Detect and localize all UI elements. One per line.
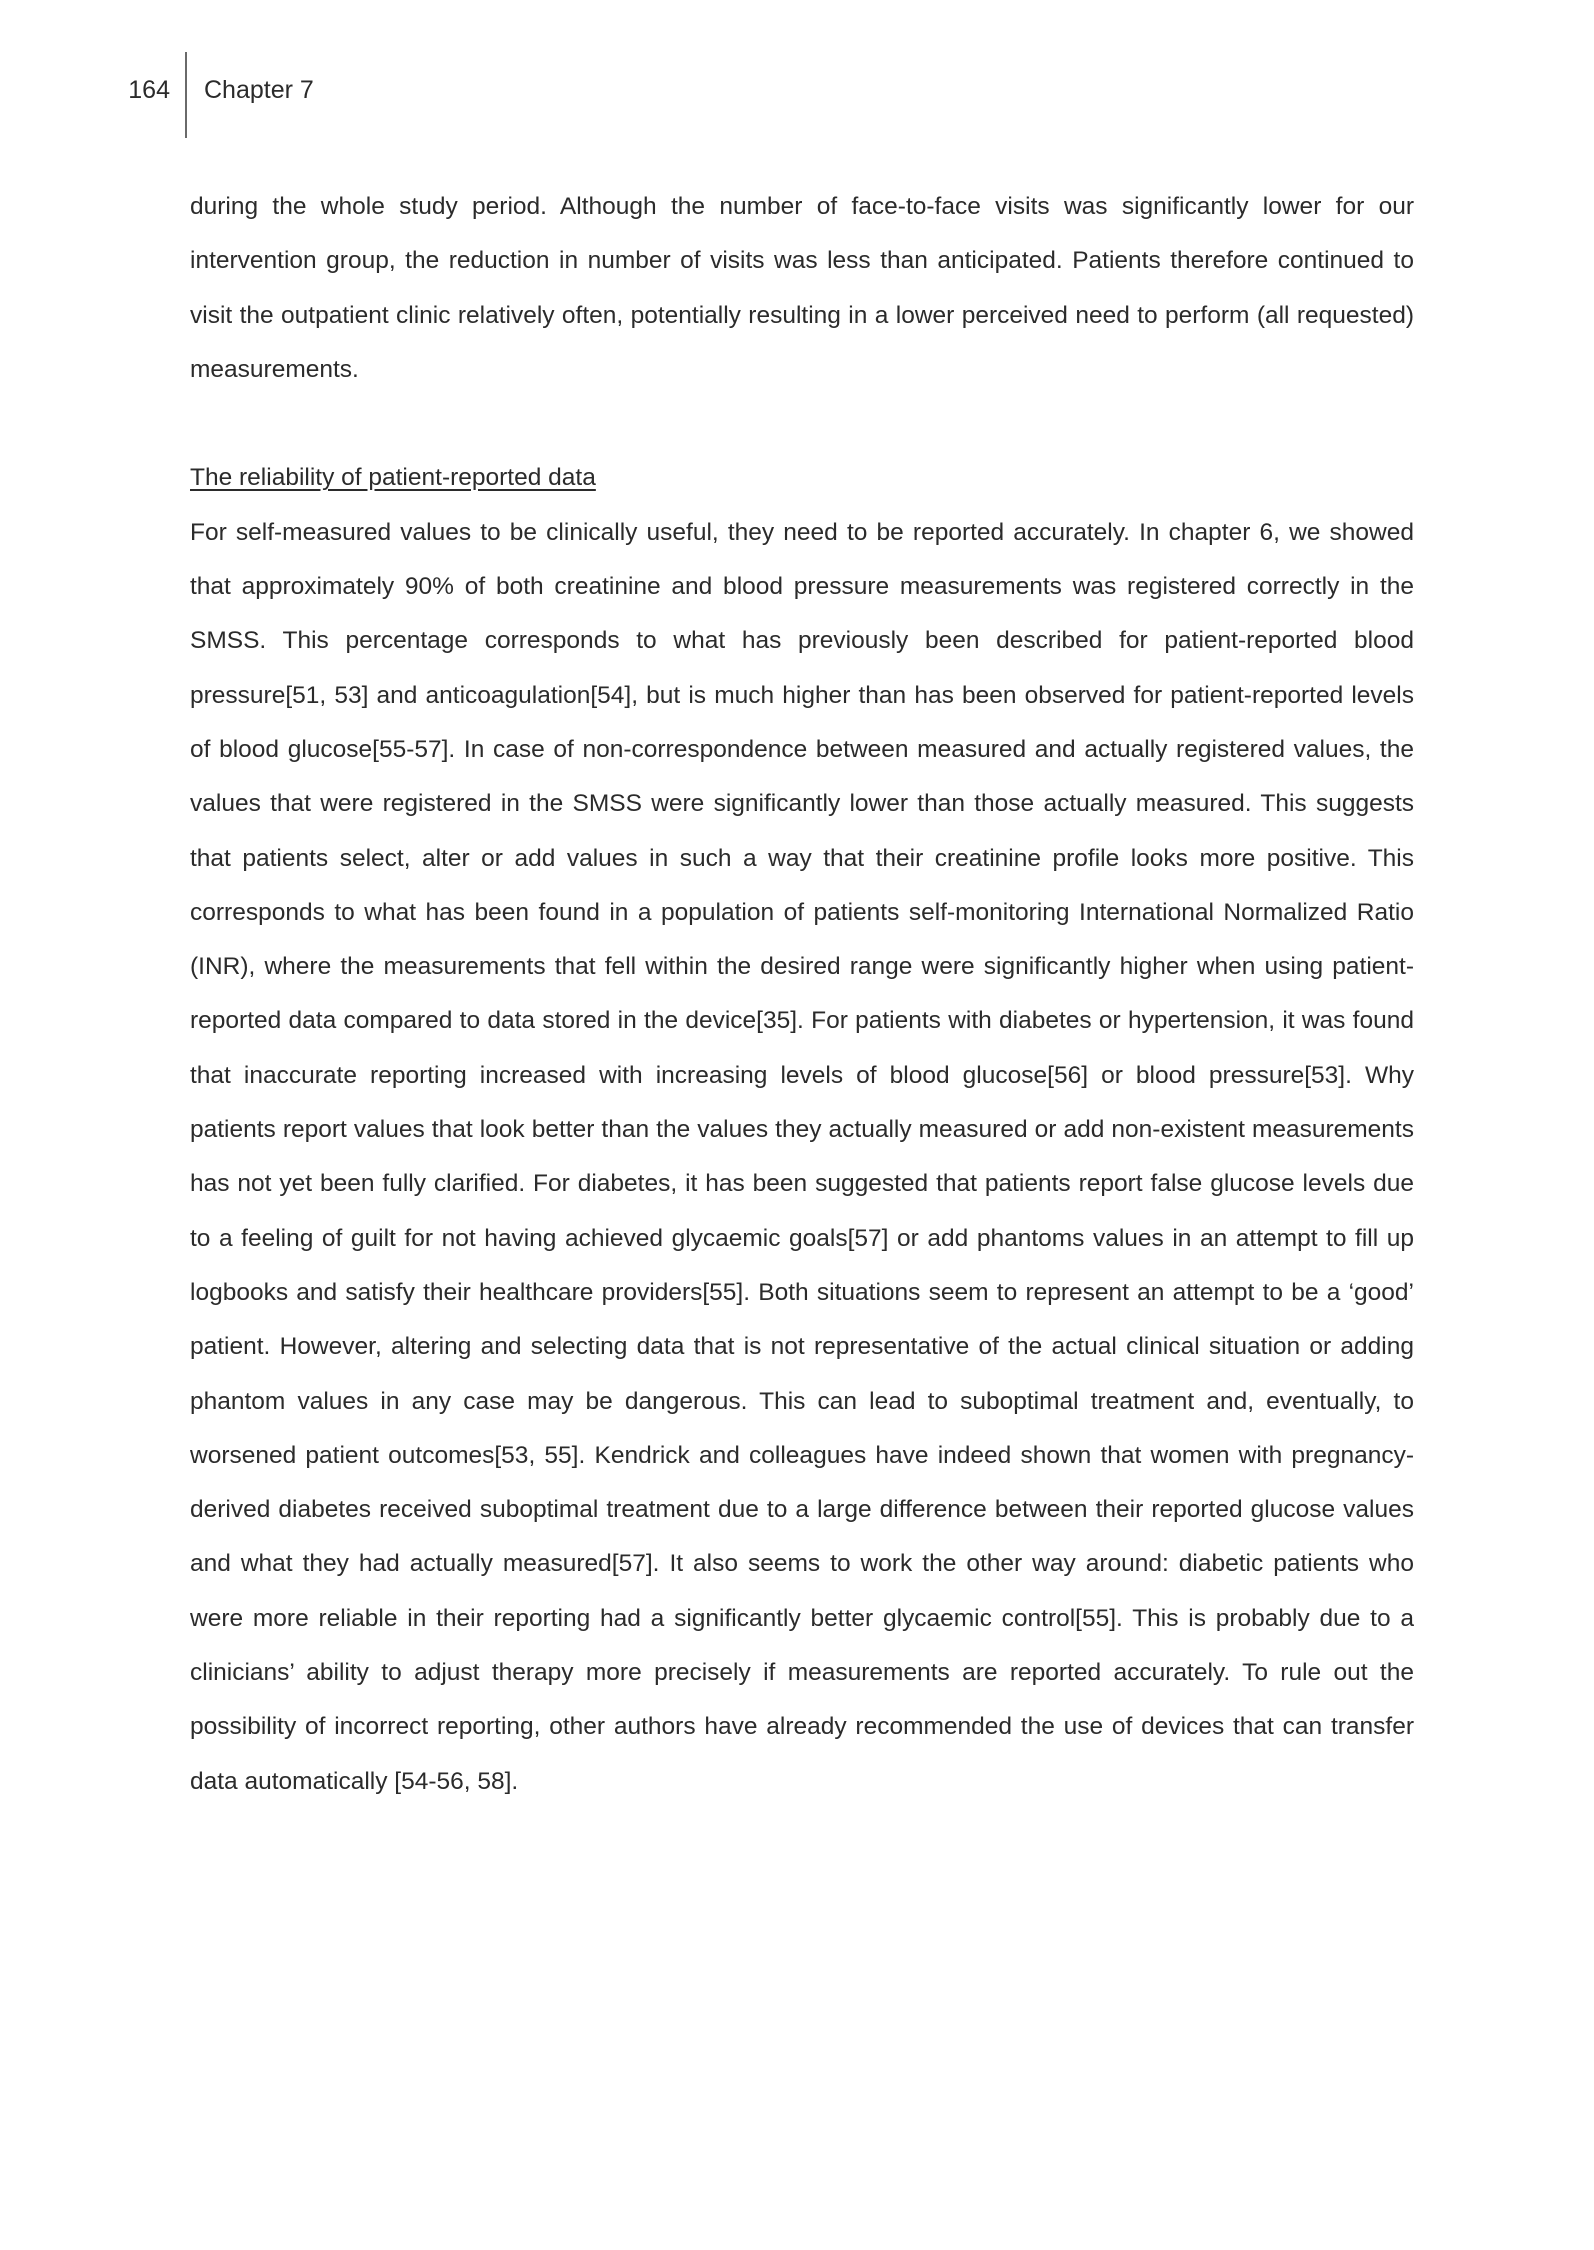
section-heading: The reliability of patient-reported data (190, 464, 596, 492)
running-header (0, 0, 1594, 140)
intro-paragraph: during the whole study period. Although the number of face-to-face visits was significantly lower for our intervention group, the reduction in number of visits was less than anticipated. Patients therefore continued to visit the outpatient clinic relatively often, potentially resulting in a lower perceived need to perform (all requested) measurements. (190, 193, 1414, 383)
page-number: 164 (128, 76, 170, 104)
body-text (190, 180, 1414, 1809)
section-paragraph: For self-measured values to be clinically useful, they need to be reported accurately. In chapter 6, we showed that approximately 90% of both creatinine and blood pressure measurements was registered correctly in the SMSS. This percentage corresponds to what has previously been described for patient-reported blood pressure[51, 53] and anticoagulation[54], but is much higher than has been observed for patient-reported levels of blood glucose[55-57]. In case of non-correspondence between measured and actually registered values, the values that were registered in the SMSS were significantly lower than those actually measured. This suggests that patients select, alter or add values in such a way that their creatinine profile looks more positive. This corresponds to what has been found in a population of patients self-monitoring International Normalized Ratio (INR), where the measurements that fell within the desired range were significantly higher when using patient-reported data compared to data stored in the device[35]. For patients with diabetes or hypertension, it was found that inaccurate reporting increased with increasing levels of blood glucose[56] or blood pressure[53]. Why patients report values that look better than the values they actually measured or add non-existent measurements has not yet been fully clarified. For diabetes, it has been suggested that patients report false glucose levels due to a feeling of guilt for not having achieved glycaemic goals[57] or add phantoms values in an attempt to fill up logbooks and satisfy their healthcare providers[55]. Both situations seem to represent an attempt to be a ‘good’ patient. However, altering and selecting data that is not representative of the actual clinical situation or adding phantom values in any case may be dangerous. This can lead to suboptimal treatment and, eventually, to worsened patient outcomes[53, 55]. Kendrick and colleagues have indeed shown that women with pregnancy-derived diabetes received suboptimal treatment due to a large difference between their reported glucose values and what they had actually measured[57]. It also seems to work the other way around: diabetic patients who were more reliable in their reporting had a significantly better glycaemic control[55]. This is probably due to a clinicians’ ability to adjust therapy more precisely if measurements are reported accurately. To rule out the possibility of incorrect reporting, other authors have already recommended the use of devices that can transfer data automatically [54-56, 58]. (190, 518, 1414, 1795)
chapter-label: Chapter 7 (204, 76, 314, 104)
header-divider (185, 52, 187, 138)
